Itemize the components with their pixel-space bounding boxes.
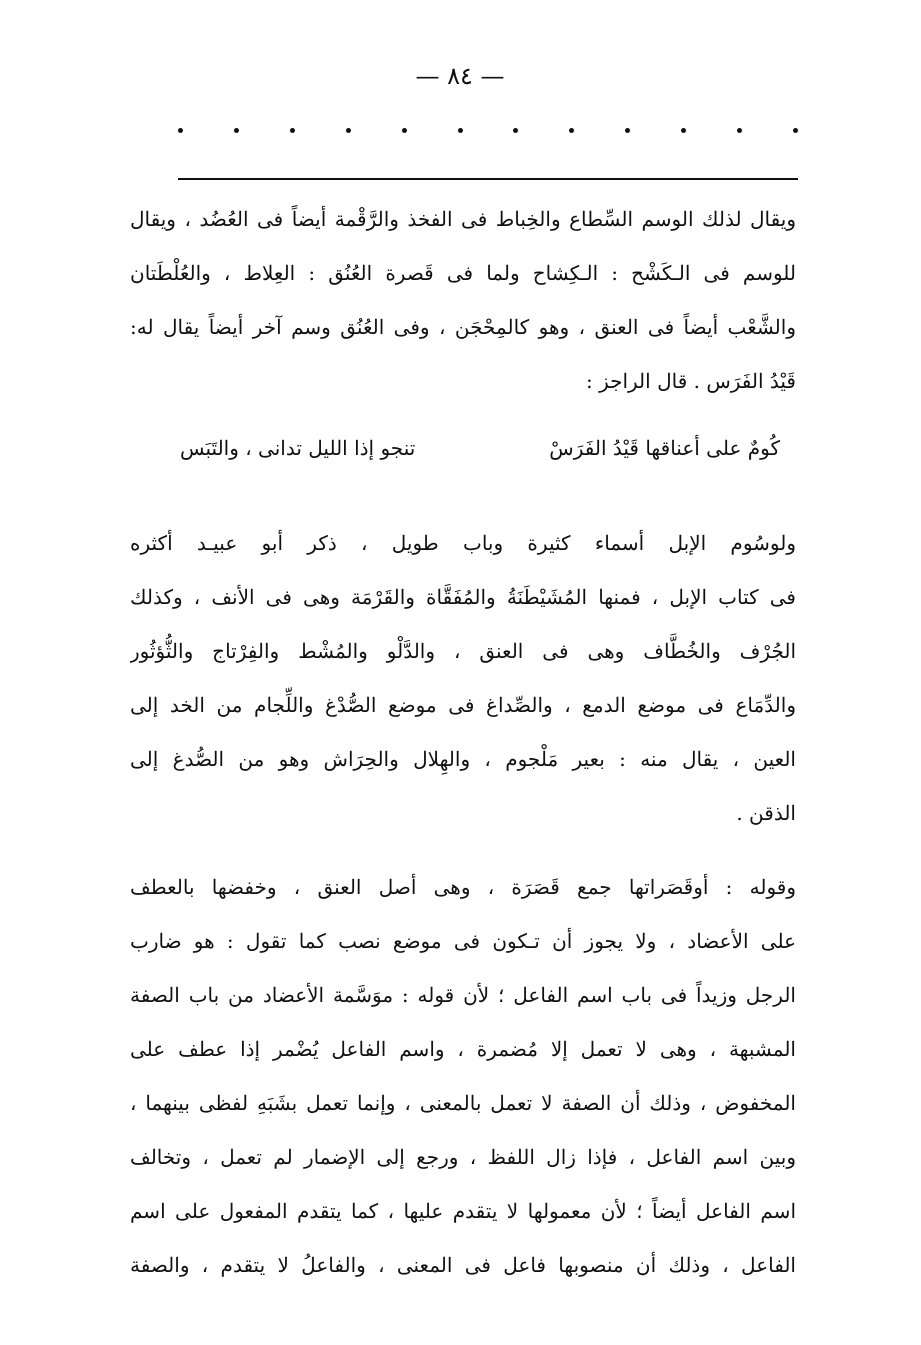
dot [737, 128, 742, 133]
text-line: على الأعضاد ، ولا يجوز أن تـكون فى موضع نصب كما تقول : هو ضارب [130, 929, 796, 953]
text-line: والشَّعْب أيضاً فى العنق ، وهو كالمِحْجَن ، وفى العُنُق وسم آخر أيضاً يقال له: [130, 315, 796, 339]
dot [569, 128, 574, 133]
paragraph-1 [130, 192, 796, 408]
text-line: قَيْدُ الفَرَس . قال الراجز : [585, 369, 796, 393]
ellipsis-dots [178, 128, 798, 133]
text-line: فى كتاب الإبل ، فمنها المُشَيْطَنَةُ والمُفَقَّاة والقَرْمَة وهى فى الأنف ، وكذلك [130, 585, 796, 609]
text-line: العين ، يقال منه : بعير مَلْجوم ، والهِلال والحِرَاش وهو من الصُّدغ إلى [130, 747, 796, 771]
verse-second-hemistich: تنجو إذا الليل تدانى ، والتَبَس [180, 436, 416, 460]
text-line: المشبهة ، وهى لا تعمل إلا مُضمرة ، واسم الفاعل يُضْمر إذا عطف على [130, 1037, 796, 1061]
dot [178, 128, 183, 133]
header-rule [178, 178, 798, 180]
dot [793, 128, 798, 133]
paragraph-2 [130, 516, 796, 840]
paragraph-3 [130, 860, 796, 1292]
text-line: الرجل وزيداً فى باب اسم الفاعل ؛ لأن قوله : موَسَّمة الأعضاد من باب الصفة [130, 983, 796, 1007]
verse-first-hemistich: كُومٌ على أعناقها قَيْدُ الفَرَسْ [549, 436, 780, 460]
text-line: وقوله : أوقَصَراتها جمع قَصَرَة ، وهى أصل العنق ، وخفضها بالعطف [130, 875, 796, 899]
text-line: ولوسُوم الإبل أسماء كثيرة وباب طويل ، ذكر أبو عبيـد أكثره [130, 531, 796, 555]
dot [402, 128, 407, 133]
page-number: — ٨٤ — [415, 62, 505, 90]
dot [458, 128, 463, 133]
dot [346, 128, 351, 133]
text-line: الجُرْف والخُطَّاف وهى فى العنق ، والدَّلْو والمُشْط والفِرْتاج والثُّؤثُور [130, 639, 796, 663]
text-line: للوسم فى الـكَشْح : الـكِشاح ولما فى قَصرة العُنُق : العِلاط ، والعُلْطَتان [130, 261, 796, 285]
text-line: والدِّمَاع فى موضع الدمع ، والصِّداغ فى موضع الصُّدْغ واللِّجام من الخد إلى [130, 693, 796, 717]
text-line: اسم الفاعل أيضاً ؛ لأن معمولها لا يتقدم عليها ، كما يتقدم المفعول على اسم [130, 1199, 796, 1223]
text-line: وبين اسم الفاعل ، فإذا زال اللفظ ، ورجع إلى الإضمار لم تعمل ، وتخالف [130, 1145, 796, 1169]
dot [513, 128, 518, 133]
text-line: الذقن . [736, 801, 796, 825]
dot [681, 128, 686, 133]
poetry-verse [180, 436, 780, 460]
text-line: ويقال لذلك الوسم السِّطاع والخِباط فى الفخذ والرَّقْمة أيضاً فى العُضُد ، ويقال [130, 207, 796, 231]
dot [625, 128, 630, 133]
dot [290, 128, 295, 133]
text-line: المخفوض ، وذلك أن الصفة لا تعمل بالمعنى ، وإنما تعمل بشَبَهِ لفظى بينهما ، [130, 1091, 796, 1115]
text-line: الفاعل ، وذلك أن منصوبها فاعل فى المعنى ، والفاعلُ لا يتقدم ، والصفة [130, 1253, 796, 1277]
dot [234, 128, 239, 133]
